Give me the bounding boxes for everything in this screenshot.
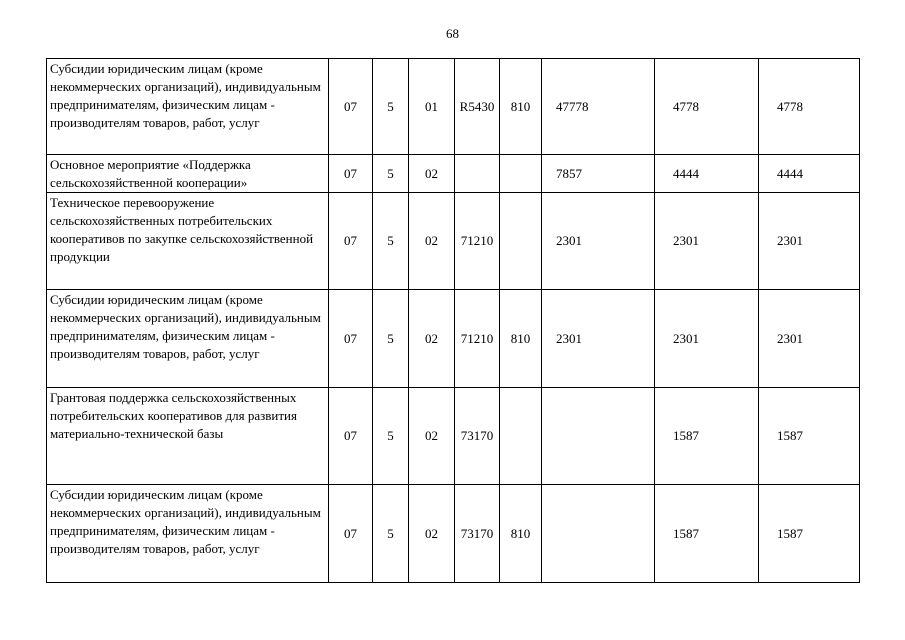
amount-1 (542, 485, 655, 583)
amount-1: 2301 (542, 193, 655, 290)
amount-3: 1587 (759, 388, 860, 485)
section-code: 07 (329, 388, 373, 485)
subsection-code: 5 (373, 59, 409, 155)
amount-1: 7857 (542, 155, 655, 193)
row-description: Субсидии юридическим лицам (кроме некоммерческих организаций), индивидуальным предпринимателям, физическим лицам - производителям товаров, работ, услуг (47, 290, 329, 388)
amount-2: 2301 (655, 193, 759, 290)
subsection-code: 5 (373, 155, 409, 193)
expense-type-code: 810 (500, 485, 542, 583)
expense-type-code (500, 193, 542, 290)
target-code: R5430 (455, 59, 500, 155)
row-description: Субсидии юридическим лицам (кроме некоммерческих организаций), индивидуальным предпринимателям, физическим лицам - производителям товаров, работ, услуг (47, 59, 329, 155)
budget-table (46, 58, 860, 583)
section-code: 07 (329, 193, 373, 290)
expense-type-code: 810 (500, 59, 542, 155)
item-code: 02 (409, 485, 455, 583)
amount-2: 4778 (655, 59, 759, 155)
target-code (455, 155, 500, 193)
row-description: Субсидии юридическим лицам (кроме некоммерческих организаций), индивидуальным предпринимателям, физическим лицам - производителям товаров, работ, услуг (47, 485, 329, 583)
target-code: 73170 (455, 388, 500, 485)
section-code: 07 (329, 485, 373, 583)
section-code: 07 (329, 59, 373, 155)
row-description: Основное мероприятие «Поддержка сельскохозяйственной кооперации» (47, 155, 329, 193)
subsection-code: 5 (373, 290, 409, 388)
subsection-code: 5 (373, 388, 409, 485)
expense-type-code (500, 155, 542, 193)
amount-2: 2301 (655, 290, 759, 388)
table-row (47, 290, 860, 388)
row-description: Грантовая поддержка сельскохозяйственных потребительских кооперативов для развития материально-технической базы (47, 388, 329, 485)
table-row (47, 388, 860, 485)
row-description: Техническое перевооружение сельскохозяйственных потребительских кооперативов по закупке сельскохозяйственной продукции (47, 193, 329, 290)
table-row (47, 59, 860, 155)
target-code: 71210 (455, 290, 500, 388)
item-code: 02 (409, 388, 455, 485)
expense-type-code: 810 (500, 290, 542, 388)
page-number: 68 (446, 26, 459, 41)
item-code: 01 (409, 59, 455, 155)
amount-1: 2301 (542, 290, 655, 388)
amount-3: 2301 (759, 290, 860, 388)
amount-1 (542, 388, 655, 485)
table-row (47, 193, 860, 290)
amount-1: 47778 (542, 59, 655, 155)
amount-3: 4444 (759, 155, 860, 193)
subsection-code: 5 (373, 193, 409, 290)
amount-3: 2301 (759, 193, 860, 290)
amount-3: 1587 (759, 485, 860, 583)
amount-2: 1587 (655, 485, 759, 583)
item-code: 02 (409, 290, 455, 388)
item-code: 02 (409, 155, 455, 193)
table-row (47, 155, 860, 193)
table-row (47, 485, 860, 583)
target-code: 73170 (455, 485, 500, 583)
expense-type-code (500, 388, 542, 485)
target-code: 71210 (455, 193, 500, 290)
amount-2: 4444 (655, 155, 759, 193)
amount-3: 4778 (759, 59, 860, 155)
amount-2: 1587 (655, 388, 759, 485)
subsection-code: 5 (373, 485, 409, 583)
section-code: 07 (329, 290, 373, 388)
section-code: 07 (329, 155, 373, 193)
item-code: 02 (409, 193, 455, 290)
